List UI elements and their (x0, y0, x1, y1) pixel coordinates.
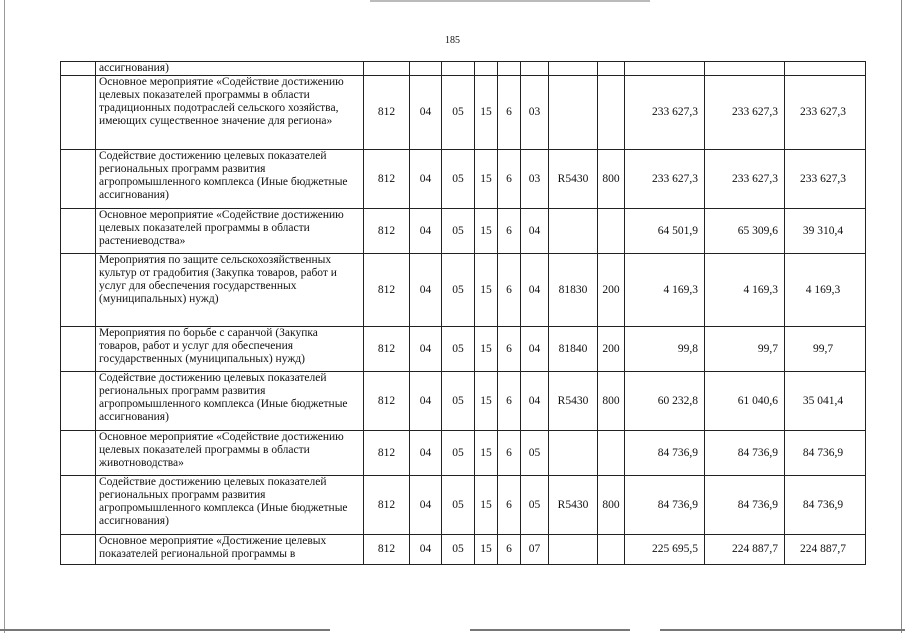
subprogram-code-cell: 6 (498, 209, 521, 254)
section-code-cell (410, 62, 442, 76)
subsection-code-cell: 05 (442, 327, 475, 372)
program-code-cell: 15 (475, 431, 498, 476)
direction-code-cell (549, 209, 598, 254)
direction-code-cell: R5430 (549, 372, 598, 431)
subsection-code-cell: 05 (442, 209, 475, 254)
subsection-code-cell: 05 (442, 76, 475, 150)
expense-type-cell: 200 (598, 327, 625, 372)
expense-type-cell: 800 (598, 372, 625, 431)
grbs-code-cell: 812 (364, 476, 410, 535)
grbs-code-cell (364, 62, 410, 76)
amount-year3-cell: 233 627,3 (785, 150, 866, 209)
budget-table (60, 61, 866, 565)
activity-code-cell (521, 62, 549, 76)
amount-year2-cell: 61 040,6 (705, 372, 785, 431)
amount-year1-cell: 225 695,5 (625, 535, 705, 565)
grbs-code-cell: 812 (364, 76, 410, 150)
grbs-code-cell: 812 (364, 535, 410, 565)
scan-artifact-bottom-right (660, 629, 905, 631)
program-code-cell: 15 (475, 76, 498, 150)
scan-artifact-top (370, 0, 650, 2)
amount-year3-cell: 39 310,4 (785, 209, 866, 254)
subsection-code-cell: 05 (442, 150, 475, 209)
program-code-cell: 15 (475, 209, 498, 254)
subsection-code-cell (442, 62, 475, 76)
grbs-code-cell: 812 (364, 254, 410, 327)
program-code-cell: 15 (475, 254, 498, 327)
subsection-code-cell: 05 (442, 372, 475, 431)
grbs-code-cell: 812 (364, 372, 410, 431)
table-row (61, 254, 866, 327)
direction-code-cell (549, 431, 598, 476)
item-name-cell: Мероприятия по защите сельскохозяйственных культур от градобития (Закупка товаров, работ и услуг для обеспечения государственных (муниципальных) нужд) (96, 254, 364, 327)
amount-year1-cell (625, 62, 705, 76)
amount-year2-cell: 233 627,3 (705, 150, 785, 209)
row-index-cell (61, 254, 96, 327)
program-code-cell: 15 (475, 535, 498, 565)
section-code-cell: 04 (410, 535, 442, 565)
activity-code-cell: 05 (521, 431, 549, 476)
amount-year2-cell: 99,7 (705, 327, 785, 372)
amount-year3-cell: 99,7 (785, 327, 866, 372)
program-code-cell: 15 (475, 150, 498, 209)
amount-year1-cell: 233 627,3 (625, 76, 705, 150)
subsection-code-cell: 05 (442, 476, 475, 535)
row-index-cell (61, 431, 96, 476)
amount-year2-cell: 84 736,9 (705, 431, 785, 476)
expense-type-cell (598, 431, 625, 476)
grbs-code-cell: 812 (364, 150, 410, 209)
amount-year3-cell: 224 887,7 (785, 535, 866, 565)
activity-code-cell: 04 (521, 209, 549, 254)
row-index-cell (61, 535, 96, 565)
subprogram-code-cell: 6 (498, 431, 521, 476)
subsection-code-cell: 05 (442, 535, 475, 565)
amount-year2-cell: 233 627,3 (705, 76, 785, 150)
subsection-code-cell: 05 (442, 431, 475, 476)
expense-type-cell (598, 62, 625, 76)
amount-year2-cell: 4 169,3 (705, 254, 785, 327)
direction-code-cell (549, 76, 598, 150)
item-name-cell: Основное мероприятие «Содействие достижению целевых показателей программы в области животноводства» (96, 431, 364, 476)
row-index-cell (61, 150, 96, 209)
item-name-cell: Основное мероприятие «Содействие достижению целевых показателей программы в области традиционных подотраслей сельского хозяйства, имеющих существенное значение для региона» (96, 76, 364, 150)
section-code-cell: 04 (410, 209, 442, 254)
grbs-code-cell: 812 (364, 431, 410, 476)
table-row (61, 431, 866, 476)
scan-left-edge (4, 0, 5, 633)
expense-type-cell (598, 76, 625, 150)
table-row (61, 62, 866, 76)
expense-type-cell (598, 209, 625, 254)
item-name-cell: ассигнования) (96, 62, 364, 76)
grbs-code-cell: 812 (364, 209, 410, 254)
table-row (61, 150, 866, 209)
amount-year1-cell: 84 736,9 (625, 476, 705, 535)
page-number: 185 (445, 35, 460, 46)
amount-year3-cell: 35 041,4 (785, 372, 866, 431)
item-name-cell: Основное мероприятие «Достижение целевых показателей региональной программы в (96, 535, 364, 565)
subprogram-code-cell (498, 62, 521, 76)
program-code-cell: 15 (475, 372, 498, 431)
row-index-cell (61, 372, 96, 431)
section-code-cell: 04 (410, 431, 442, 476)
row-index-cell (61, 327, 96, 372)
table-row (61, 372, 866, 431)
subprogram-code-cell: 6 (498, 76, 521, 150)
section-code-cell: 04 (410, 254, 442, 327)
amount-year1-cell: 64 501,9 (625, 209, 705, 254)
amount-year1-cell: 233 627,3 (625, 150, 705, 209)
scan-right-edge (901, 0, 902, 633)
amount-year2-cell (705, 62, 785, 76)
direction-code-cell: 81840 (549, 327, 598, 372)
direction-code-cell: 81830 (549, 254, 598, 327)
direction-code-cell (549, 62, 598, 76)
amount-year1-cell: 99,8 (625, 327, 705, 372)
table-row (61, 535, 866, 565)
direction-code-cell: R5430 (549, 150, 598, 209)
amount-year3-cell: 84 736,9 (785, 431, 866, 476)
row-index-cell (61, 76, 96, 150)
amount-year1-cell: 60 232,8 (625, 372, 705, 431)
program-code-cell (475, 62, 498, 76)
amount-year1-cell: 84 736,9 (625, 431, 705, 476)
amount-year3-cell (785, 62, 866, 76)
scan-artifact-bottom-mid (470, 629, 630, 631)
item-name-cell: Содействие достижению целевых показателей региональных программ развития агропромышленного комплекса (Иные бюджетные ассигнования) (96, 476, 364, 535)
item-name-cell: Мероприятия по борьбе с саранчой (Закупка товаров, работ и услуг для обеспечения государственных (муниципальных) нужд) (96, 327, 364, 372)
table-row (61, 476, 866, 535)
subprogram-code-cell: 6 (498, 254, 521, 327)
grbs-code-cell: 812 (364, 327, 410, 372)
item-name-cell: Содействие достижению целевых показателей региональных программ развития агропромышленного комплекса (Иные бюджетные ассигнования) (96, 150, 364, 209)
activity-code-cell: 04 (521, 254, 549, 327)
direction-code-cell (549, 535, 598, 565)
budget-table-body (61, 62, 866, 565)
expense-type-cell (598, 535, 625, 565)
program-code-cell: 15 (475, 327, 498, 372)
expense-type-cell: 800 (598, 150, 625, 209)
amount-year3-cell: 84 736,9 (785, 476, 866, 535)
row-index-cell (61, 476, 96, 535)
section-code-cell: 04 (410, 476, 442, 535)
subsection-code-cell: 05 (442, 254, 475, 327)
amount-year2-cell: 84 736,9 (705, 476, 785, 535)
row-index-cell (61, 209, 96, 254)
activity-code-cell: 04 (521, 327, 549, 372)
table-row (61, 76, 866, 150)
subprogram-code-cell: 6 (498, 476, 521, 535)
amount-year3-cell: 233 627,3 (785, 76, 866, 150)
program-code-cell: 15 (475, 476, 498, 535)
table-row (61, 327, 866, 372)
activity-code-cell: 04 (521, 372, 549, 431)
subprogram-code-cell: 6 (498, 327, 521, 372)
activity-code-cell: 05 (521, 476, 549, 535)
amount-year3-cell: 4 169,3 (785, 254, 866, 327)
item-name-cell: Основное мероприятие «Содействие достижению целевых показателей программы в области растениеводства» (96, 209, 364, 254)
section-code-cell: 04 (410, 372, 442, 431)
amount-year2-cell: 224 887,7 (705, 535, 785, 565)
subprogram-code-cell: 6 (498, 372, 521, 431)
item-name-cell: Содействие достижению целевых показателей региональных программ развития агропромышленного комплекса (Иные бюджетные ассигнования) (96, 372, 364, 431)
section-code-cell: 04 (410, 327, 442, 372)
expense-type-cell: 800 (598, 476, 625, 535)
section-code-cell: 04 (410, 150, 442, 209)
section-code-cell: 04 (410, 76, 442, 150)
row-index-cell (61, 62, 96, 76)
activity-code-cell: 03 (521, 76, 549, 150)
amount-year2-cell: 65 309,6 (705, 209, 785, 254)
amount-year1-cell: 4 169,3 (625, 254, 705, 327)
scan-artifact-bottom-left (0, 629, 330, 631)
direction-code-cell: R5430 (549, 476, 598, 535)
expense-type-cell: 200 (598, 254, 625, 327)
activity-code-cell: 03 (521, 150, 549, 209)
subprogram-code-cell: 6 (498, 535, 521, 565)
table-row (61, 209, 866, 254)
activity-code-cell: 07 (521, 535, 549, 565)
subprogram-code-cell: 6 (498, 150, 521, 209)
